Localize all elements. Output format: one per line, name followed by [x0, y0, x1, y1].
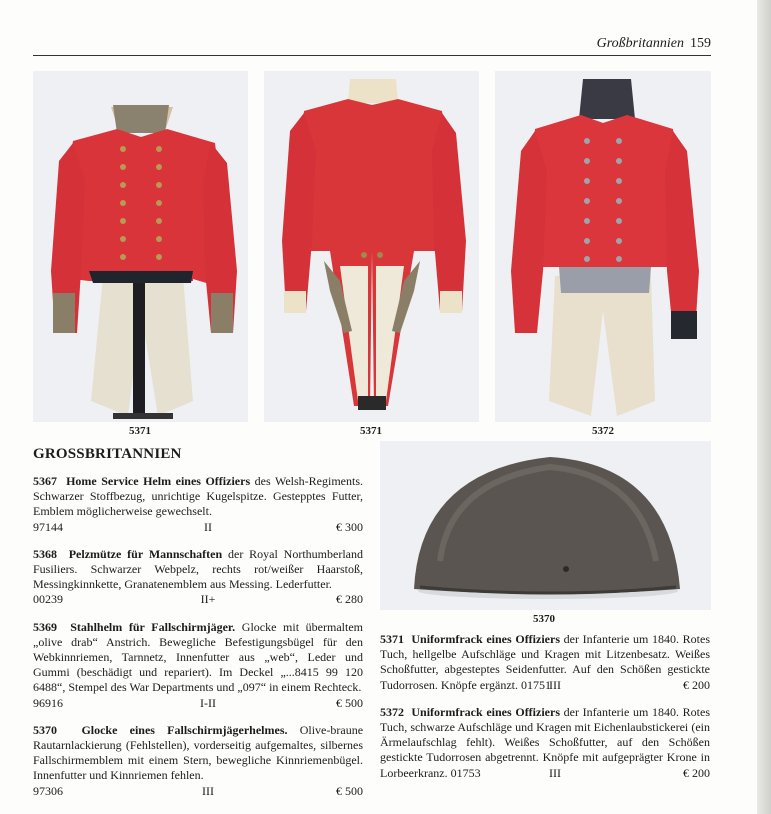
condition-grade: II — [204, 519, 212, 534]
lot-number: 5370 — [33, 722, 57, 737]
lot-entry — [33, 723, 363, 799]
caption-coat-back: 5371 — [360, 425, 382, 437]
lot-entry — [380, 632, 710, 693]
condition-grade: II+ — [200, 592, 216, 607]
helmet-image — [380, 441, 711, 610]
lot-number: 5371 — [380, 632, 404, 646]
right-column — [380, 632, 710, 793]
lot-description: der Infanterie um 1840. Rotes Tuch, schwarze Aufschläge und Kragen mit Eichenlaubstickerei (ein Ärmelaufschlag fehlt). Weißes Schoßfutter, auf den Schößen gestickte Tudorrosen abgetrennt. Knöpfe mit aufgeprägter Krone in Lorbeerkranz. 01753 — [380, 704, 711, 780]
lot-number: 5368 — [33, 546, 57, 561]
lot-title: Stahlhelm für Fallschirmjäger. — [70, 619, 236, 634]
lot-price: € 500 — [336, 695, 363, 710]
caption-helmet: 5370 — [533, 613, 555, 625]
condition-grade: I-II — [200, 695, 216, 710]
lot-title: Pelzmütze für Mannschaften — [68, 546, 223, 561]
section-title: GROSSBRITANNIEN — [33, 446, 182, 462]
catalog-number: 97144 — [33, 519, 63, 534]
lot-entry — [33, 620, 363, 711]
caption-coat-front: 5371 — [129, 425, 151, 437]
catalog-number: 96916 — [33, 695, 63, 710]
lot-title: Uniformfrack eines Offiziers — [411, 632, 560, 646]
lot-description: der Infanterie um 1840. Rotes Tuch, hellgelbe Aufschläge und Kragen mit Litzenbesatz. Weißes Schoßfutter, abgesteptes Seidenfutter. Auf den Schößen gestickte Tudorrosen. Knöpfe ergänzt. 01751 — [380, 632, 711, 692]
lot-price: € 300 — [336, 519, 363, 534]
catalog-number: 00239 — [33, 592, 63, 607]
lot-entry — [380, 705, 710, 781]
condition-grade: III — [549, 677, 561, 692]
running-header — [33, 36, 711, 52]
header-country: Großbritannien — [596, 36, 684, 51]
lot-description: des Welsh-Regiments. Schwarzer Stoffbezug, unrichtige Kugelspitze. Gestepptes Futter, Emblem möglicherweise gewechselt. — [33, 474, 363, 519]
lot-price: € 500 — [336, 783, 363, 798]
coat-back-image — [264, 71, 479, 422]
lot-entry — [33, 474, 363, 535]
catalog-number: 97306 — [33, 783, 63, 798]
page-edge-shadow — [757, 0, 771, 814]
lot-number: 5367 — [33, 474, 57, 488]
coat-5372-image — [495, 71, 711, 422]
lot-description: Olive-braune Rautarnlackierung (Fehlstellen), vorderseitig aufgemaltes, silbernes Fallschirmemblem mit einem Stern, bewegliche Kinnriemenbügel. Innenfutter und Kinnriemen fehlen. — [33, 722, 364, 783]
header-rule — [33, 55, 711, 56]
condition-grade: III — [202, 783, 214, 798]
condition-grade: III — [549, 765, 561, 780]
coat-front-image — [33, 71, 248, 422]
caption-coat-5372: 5372 — [592, 425, 614, 437]
lot-number: 5372 — [380, 704, 404, 719]
lot-price: € 200 — [683, 765, 710, 780]
lot-price: € 200 — [683, 677, 710, 692]
lot-title: Uniformfrack eines Offiziers — [411, 704, 560, 719]
lot-entry — [33, 547, 363, 608]
lot-description: Glocke mit übermaltem „olive drab“ Anstrich. Bewegliche Befestigungsbügel für den Webkinnriemen, Tarnnetz, Innenfutter aus „web“, Leder und Gummi (beschädigt und repariert). Im Deckel „...8415 99 120 6488“, Stempel des War Departments und „097“ in einem Rechteck. — [33, 619, 363, 695]
lot-price: € 280 — [336, 592, 363, 607]
lot-number: 5369 — [33, 619, 57, 634]
left-column — [33, 474, 363, 811]
page-number: 159 — [690, 36, 711, 51]
lot-description: der Royal Northumberland Fusiliers. Schwarzer Webpelz, rechts rot/weißer Haarstoß, Messingkinnkette, Granatenemblem aus Messing. Lederfutter. — [33, 546, 363, 592]
lot-title: Home Service Helm eines Offiziers — [66, 474, 251, 488]
lot-title: Glocke eines Fallschirmjägerhelmes. — [81, 722, 288, 737]
